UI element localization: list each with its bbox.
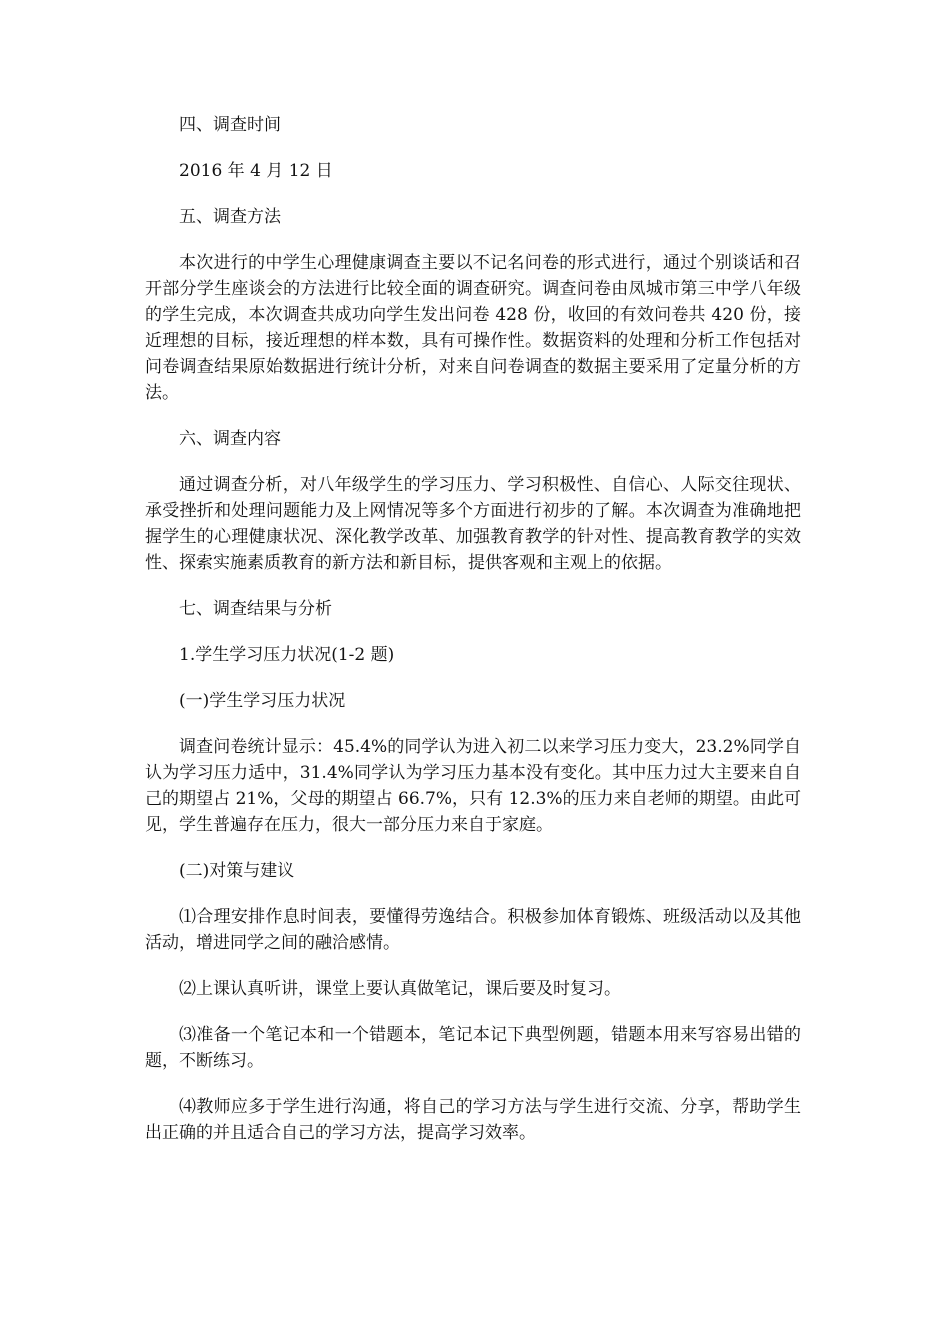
subheading-study-pressure: 1.学生学习压力状况(1-2 题): [179, 645, 395, 665]
section-heading-survey-content: 六、调查内容: [179, 429, 281, 449]
subheading-countermeasures: (二)对策与建议: [179, 861, 295, 881]
suggestion-item-3: ⑶准备一个笔记本和一个错题本，笔记本记下典型例题，错题本用来写容易出错的题，不断练习。: [145, 1025, 801, 1071]
survey-date: 2016 年 4 月 12 日: [179, 161, 333, 181]
section-heading-survey-method: 五、调查方法: [179, 207, 281, 227]
section-heading-results-analysis: 七、调查结果与分析: [179, 599, 332, 619]
paragraph-pressure-statistics: 调查问卷统计显示：45.4%的同学认为进入初二以来学习压力变大，23.2%同学自认为学习压力适中，31.4%同学认为学习压力基本没有变化。其中压力过大主要来自自己的期望占 21%，父母的期望占 66.7%，只有 12.3%的压力来自老师的期望。由此可见，学生普遍存在压力，很大一部分压力来自于家庭。: [145, 737, 801, 835]
suggestion-item-4: ⑷教师应多于学生进行沟通，将自己的学习方法与学生进行交流、分享，帮助学生出正确的并且适合自己的学习方法，提高学习效率。: [145, 1097, 801, 1143]
section-heading-survey-time: 四、调查时间: [179, 115, 281, 135]
suggestion-item-1: ⑴合理安排作息时间表，要懂得劳逸结合。积极参加体育锻炼、班级活动以及其他活动，增进同学之间的融洽感情。: [145, 907, 801, 953]
paragraph-survey-content: 通过调查分析，对八年级学生的学习压力、学习积极性、自信心、人际交往现状、承受挫折和处理问题能力及上网情况等多个方面进行初步的了解。本次调查为准确地把握学生的心理健康状况、深化教学改革、加强教育教学的针对性、提高教育教学的实效性、探索实施素质教育的新方法和新目标，提供客观和主观上的依据。: [145, 475, 801, 573]
paragraph-survey-method: 本次进行的中学生心理健康调查主要以不记名问卷的形式进行，通过个别谈话和召开部分学生座谈会的方法进行比较全面的调查研究。调查问卷由凤城市第三中学八年级的学生完成，本次调查共成功向学生发出问卷 428 份，收回的有效问卷共 420 份，接近理想的目标，接近理想的样本数，具有可操作性。数据资料的处理和分析工作包括对问卷调查结果原始数据进行统计分析，对来自问卷调查的数据主要采用了定量分析的方法。: [145, 253, 801, 403]
subheading-pressure-status: (一)学生学习压力状况: [179, 691, 346, 711]
suggestion-item-2: ⑵上课认真听讲，课堂上要认真做笔记，课后要及时复习。: [179, 979, 621, 999]
document-body: [145, 112, 801, 1166]
